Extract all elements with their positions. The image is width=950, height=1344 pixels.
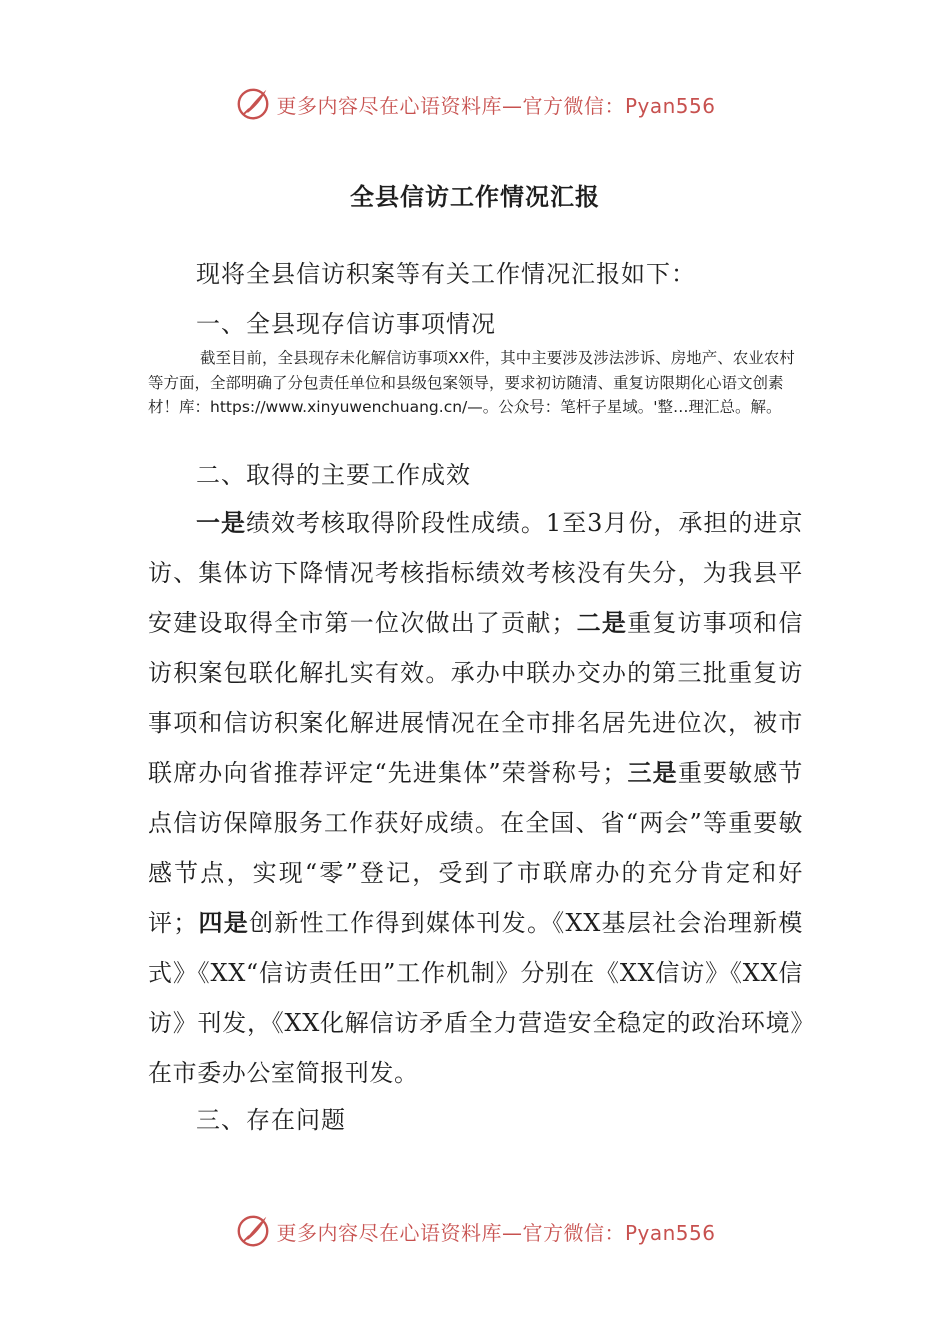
section3-heading: 三、存在问题 [196, 1106, 346, 1134]
section2-body [148, 498, 803, 1098]
intro-paragraph: 现将全县信访积案等有关工作情况汇报如下： [196, 260, 696, 288]
item1-lead: 一是 [196, 508, 246, 537]
item2-text: 重复访事项和信访积案包联化解扎实有效。承办中联办交办的第三批重复访事项和信访积案化解进展情况在全市排名居先进位次，被市联席办向省推荐评定“先进集体”荣誉称号； [148, 609, 804, 787]
quill-logo-icon [234, 85, 272, 123]
item3-lead: 三是 [626, 758, 678, 787]
item4-text: 创新性工作得到媒体刊发。《XX基层社会治理新模式》《XX“信访责任田”工作机制》分别在《XX信访》《XX信访》刊发，《XX化解信访矛盾全力营造安全稳定的政治环境》在市委办公室简报刊发。 [148, 909, 804, 1087]
section2-heading: 二、取得的主要工作成效 [196, 461, 471, 489]
quill-logo-icon [234, 1212, 272, 1250]
item1-text: 绩效考核取得阶段性成绩。1至3月份，承担的进京访、集体访下降情况考核指标绩效考核没有失分，为我县平安建设取得全市第一位次做出了贡献； [148, 509, 804, 637]
item4-lead: 四是 [197, 908, 250, 937]
header-banner [0, 84, 950, 124]
banner-text: 更多内容尽在心语资料库—官方微信：Pyan556 [276, 93, 716, 118]
section1-heading: 一、全县现存信访事项情况 [196, 310, 496, 338]
item2-lead: 二是 [576, 608, 628, 637]
section1-text: 截至目前，全县现存未化解信访事项XX件，其中主要涉及涉法涉诉、房地产、农业农村等方面，全部明确了分包责任单位和县级包案领导，要求初访随清、重复访限期化心语文创素材！库：https://www.xinyuwenchuang.cn/—。公众号：笔杆子星域。'整…理汇总。解。 [148, 349, 795, 416]
footer-banner [0, 1211, 950, 1251]
item3-text: 重要敏感节点信访保障服务工作获好成绩。在全国、省“两会”等重要敏感节点，实现“零”登记，受到了市联席办的充分肯定和好评； [148, 759, 804, 937]
banner-text: 更多内容尽在心语资料库—官方微信：Pyan556 [276, 1220, 716, 1245]
document-title: 全县信访工作情况汇报 [350, 183, 600, 211]
